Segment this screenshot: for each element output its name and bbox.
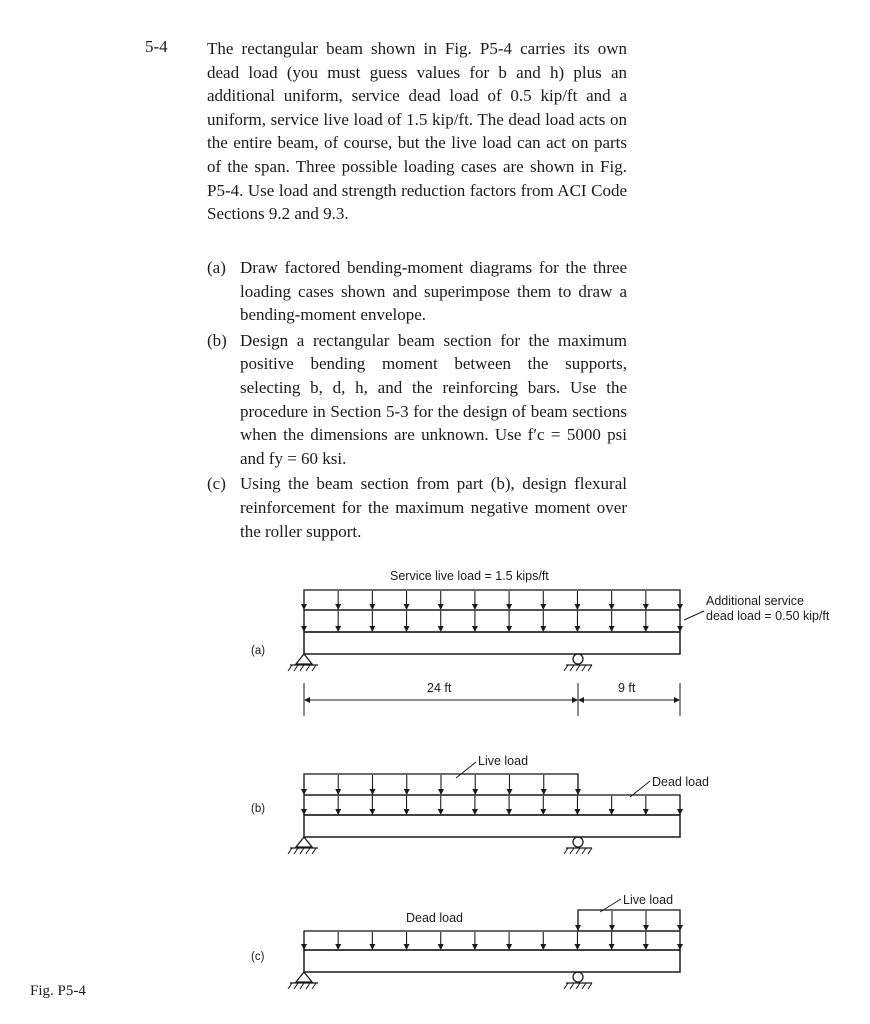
load-arrow-head	[335, 789, 341, 795]
load-arrow-head	[335, 626, 341, 632]
load-arrow-head	[404, 604, 410, 610]
load-arrow-head	[404, 626, 410, 632]
loading-case-a	[251, 569, 830, 716]
load-arrow-head	[472, 944, 478, 950]
problem-part-b	[207, 329, 627, 471]
load-arrow-head	[335, 809, 341, 815]
live-load-block	[578, 910, 680, 931]
case-tag: (c)	[251, 951, 265, 963]
problem-part-c	[207, 472, 627, 543]
load-arrow-head	[438, 809, 444, 815]
dead-load-arrows	[301, 932, 683, 950]
live-load-arrows	[575, 911, 683, 931]
live-load-arrows	[301, 591, 683, 610]
part-label: (b)	[207, 330, 227, 350]
load-arrow-head	[574, 604, 580, 610]
case-tag: (a)	[251, 645, 266, 657]
load-arrow-head	[472, 809, 478, 815]
load-arrow-head	[404, 944, 410, 950]
pin-support	[288, 972, 318, 989]
load-arrow-head	[369, 944, 375, 950]
load-arrow-head	[677, 944, 683, 950]
load-arrow-head	[677, 626, 683, 632]
live-load-label: Live load	[623, 893, 674, 907]
beam	[304, 950, 680, 972]
load-arrow-head	[472, 789, 478, 795]
load-arrow-head	[335, 944, 341, 950]
load-arrow-head	[369, 626, 375, 632]
span-dimensions	[304, 681, 680, 716]
load-arrow-head	[438, 626, 444, 632]
span-2-label: 9 ft	[618, 681, 636, 695]
load-arrow-head	[438, 604, 444, 610]
load-arrow-head	[609, 626, 615, 632]
live-load-label: Live load	[478, 754, 529, 768]
problem-part-a	[207, 256, 627, 327]
load-arrow-head	[506, 626, 512, 632]
load-arrow-head	[540, 809, 546, 815]
load-arrow-head	[677, 925, 683, 931]
part-label: (c)	[207, 474, 226, 494]
load-arrow-head	[609, 604, 615, 610]
loading-case-b	[251, 754, 709, 854]
dead-load-leader	[684, 611, 704, 620]
load-arrow-head	[575, 925, 581, 931]
case-tag: (b)	[251, 803, 266, 815]
load-arrow-head	[438, 944, 444, 950]
load-arrow-head	[506, 944, 512, 950]
load-arrow-head	[404, 789, 410, 795]
load-arrow-head	[335, 604, 341, 610]
roller-support	[564, 654, 592, 671]
load-arrow-head	[609, 944, 615, 950]
dead-load-block	[304, 931, 680, 950]
dead-load-block	[304, 610, 680, 632]
live-load-block	[304, 590, 680, 610]
load-arrow-head	[643, 604, 649, 610]
roller-support	[564, 837, 592, 854]
load-arrow-head	[301, 789, 307, 795]
load-arrow-head	[609, 925, 615, 931]
load-arrow-head	[677, 604, 683, 610]
load-arrow-head	[301, 626, 307, 632]
load-arrow-head	[369, 604, 375, 610]
problem-number: 5-4	[145, 37, 168, 56]
roller-support	[564, 972, 592, 989]
pin-support	[288, 837, 318, 854]
live-load-arrows	[301, 775, 581, 795]
problem-statement: The rectangular beam shown in Fig. P5-4 carries its own dead load (you must guess values for b and h) plus an additional uniform, service dead load of 0.5 kip/ft and a uniform, service live load of 1.5 kip/ft. The dead load acts on the entire beam, of course, but the live load can act on parts of the span. Three possible loading cases are shown in Fig. P5-4. Use load and strength reduction factors from ACI Code Sections 9.2 and 9.3.	[207, 39, 627, 224]
part-text: Using the beam section from part (b), design flexural reinforcement for the maximum negative moment over the roller support.	[240, 474, 627, 541]
load-arrow-head	[506, 604, 512, 610]
load-arrow-head	[404, 809, 410, 815]
load-arrow-head	[540, 626, 546, 632]
dead-load-label-line2: dead load = 0.50 kip/ft	[706, 609, 830, 623]
load-arrow-head	[301, 809, 307, 815]
load-arrow-head	[301, 944, 307, 950]
pin-support	[288, 654, 318, 671]
load-arrow-head	[370, 789, 376, 795]
load-arrow-head	[472, 604, 478, 610]
load-arrow-head	[574, 626, 580, 632]
beam	[304, 632, 680, 654]
load-arrow-head	[609, 809, 615, 815]
dead-load-arrows	[301, 796, 683, 815]
beam	[304, 815, 680, 837]
load-arrow-head	[643, 626, 649, 632]
span-1-label: 24 ft	[427, 681, 452, 695]
beam-loading-figure	[0, 555, 870, 1024]
problem-parts-list	[207, 256, 627, 545]
load-arrow-head	[574, 944, 580, 950]
dead-load-label: Dead load	[652, 775, 709, 789]
dead-load-label-line1: Additional service	[706, 594, 804, 608]
load-arrow-head	[369, 809, 375, 815]
part-label: (a)	[207, 258, 226, 277]
load-arrow-head	[643, 944, 649, 950]
load-arrow-head	[575, 789, 581, 795]
part-text: Design a rectangular beam section for the maximum positive bending moment between the supports, selecting b, d, h, and the reinforcing bars. Use the procedure in Section 5-3 for the design of beam sections when the dimensions are unknown. Use f′c = 5000 psi and fy = 60 ksi.	[240, 330, 627, 468]
load-arrow-head	[472, 626, 478, 632]
load-arrow-head	[540, 944, 546, 950]
figure-label: Fig. P5-4	[30, 983, 86, 999]
dead-load-label: Dead load	[406, 911, 463, 925]
load-arrow-head	[540, 604, 546, 610]
load-arrow-head	[574, 809, 580, 815]
load-arrow-head	[506, 809, 512, 815]
load-arrow-head	[301, 604, 307, 610]
dead-load-arrows	[301, 611, 683, 632]
load-arrow-head	[507, 789, 513, 795]
load-arrow-head	[643, 809, 649, 815]
load-arrow-head	[643, 925, 649, 931]
live-load-leader	[456, 762, 476, 778]
live-load-label: Service live load = 1.5 kips/ft	[390, 569, 549, 583]
load-arrow-head	[677, 809, 683, 815]
load-arrow-head	[438, 789, 444, 795]
loading-case-c	[251, 893, 683, 989]
dead-load-block	[304, 795, 680, 815]
part-text: Draw factored bending-moment diagrams for the three loading cases shown and superimpose them to draw a bending-moment envelope.	[240, 258, 627, 325]
load-arrow-head	[541, 789, 547, 795]
